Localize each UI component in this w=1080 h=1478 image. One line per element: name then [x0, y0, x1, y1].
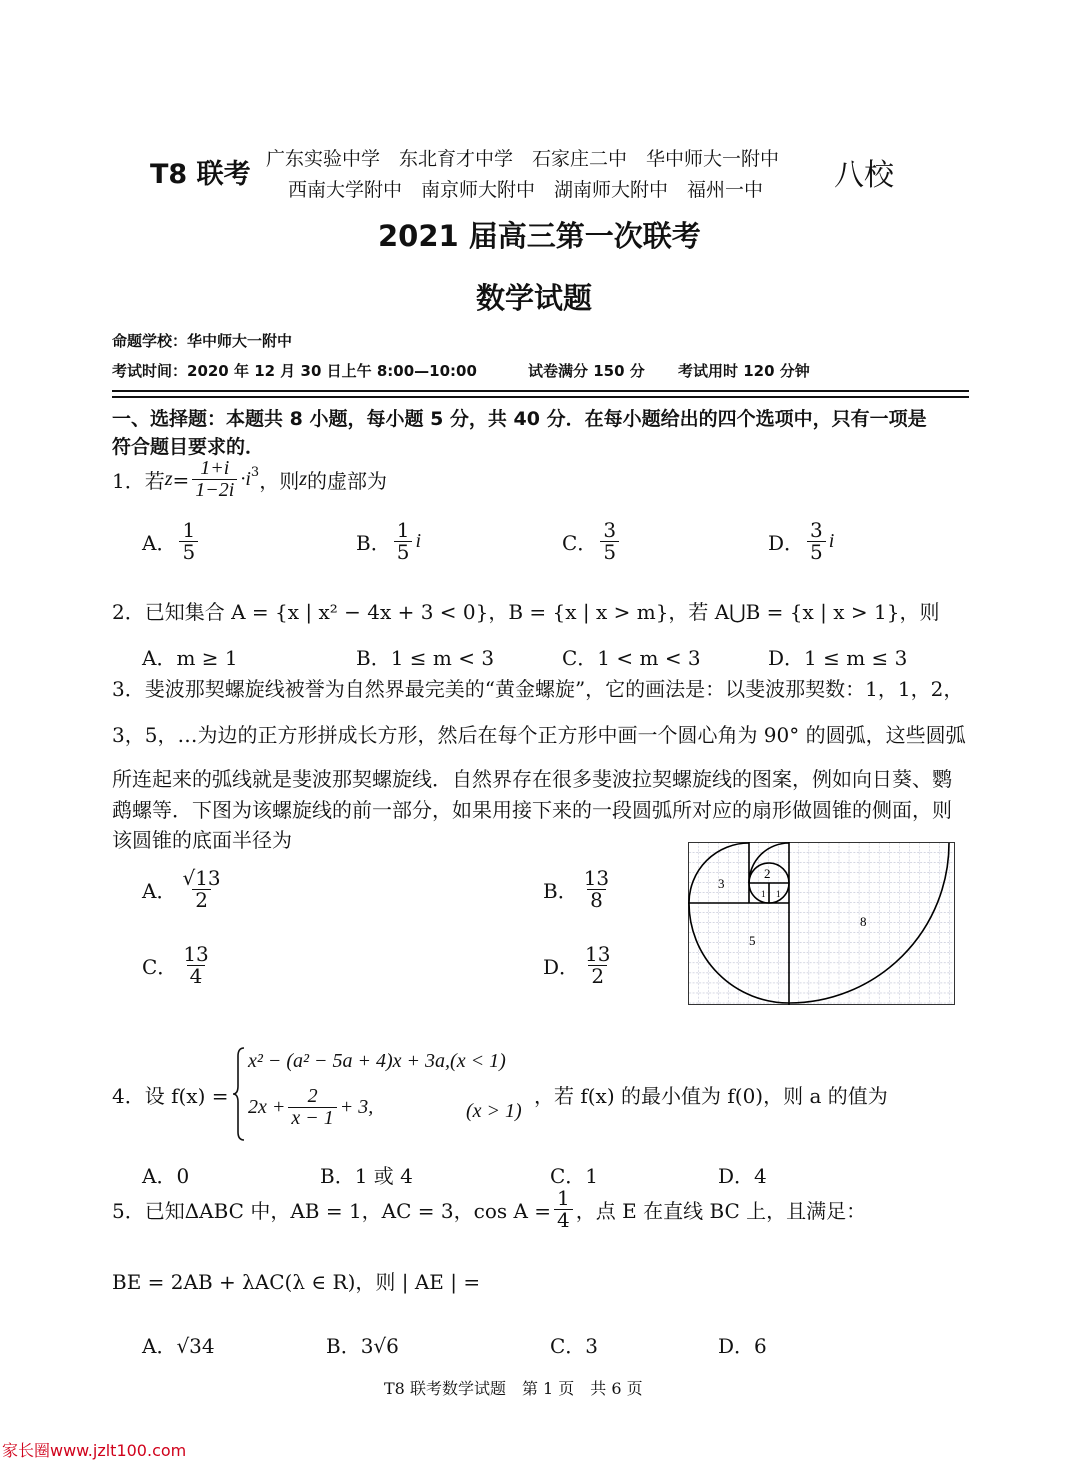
fig-label-1b: 1 [776, 889, 781, 899]
option-num: 13 [583, 866, 610, 890]
q1-option-d[interactable] [768, 520, 834, 563]
option-label: B． [543, 879, 578, 903]
q5-option-b[interactable]: B．3√6 [326, 1334, 399, 1358]
q1-post: ，则 [259, 469, 300, 493]
option-den: 5 [600, 541, 619, 563]
option-num: 3 [603, 518, 617, 542]
section-heading-line1: 一、选择题：本题共 8 小题，每小题 5 分，共 40 分．在每小题给出的四个选项中，只有一项是 [112, 408, 927, 430]
q5-den: 4 [554, 1209, 573, 1231]
q4-case2-right: + 3, [339, 1096, 374, 1118]
header-rule-1 [112, 390, 969, 392]
q4-case-1: x² − (a² − 5a + 4)x + 3a,(x < 1) [248, 1050, 506, 1072]
q2-option-b[interactable]: B．1 ≤ m < 3 [356, 646, 495, 670]
q5-option-d[interactable]: D．6 [718, 1334, 767, 1358]
subject-title: 数学试题 [476, 281, 593, 315]
header-schools-row1: 广东实验中学 东北育才中学 石家庄二中 华中师大一附中 [266, 148, 780, 170]
option-den: 5 [807, 541, 826, 563]
q4-post: ，若 f(x) 的最小值为 f(0)，则 a 的值为 [534, 1084, 888, 1108]
q3-line-1: 3．斐波那契螺旋线被誉为自然界最完美的“黄金螺旋”，它的画法是：以斐波那契数：1，1，2， [112, 677, 964, 701]
q4-brace [232, 1046, 246, 1142]
header-rule-2 [112, 396, 969, 398]
fig-label-5: 5 [749, 933, 756, 948]
q4-case2-num: 2 [307, 1085, 318, 1107]
q5-pre: 5．已知ΔABC 中，AB = 1，AC = 3，cos A = [112, 1199, 552, 1223]
exam-title: 2021 届高三第一次联考 [378, 219, 701, 253]
q1-fraction [192, 458, 237, 501]
header-t8: T8 联考 [150, 159, 251, 190]
full-score: 试卷满分 150 分 [528, 362, 645, 380]
option-label: B． [356, 531, 391, 555]
q1-numerator: 1+i [200, 457, 230, 479]
q1-option-a[interactable] [142, 520, 201, 563]
q2-option-d[interactable]: D．1 ≤ m ≤ 3 [768, 646, 908, 670]
q4-option-d[interactable]: D．4 [718, 1164, 767, 1188]
q2-option-c[interactable]: C．1 < m < 3 [562, 646, 701, 670]
q4-case-2-condition: (x > 1) [466, 1100, 522, 1122]
q1-denominator: 1−2i [192, 479, 237, 501]
option-suffix: i [828, 530, 835, 552]
option-num: 1 [396, 518, 410, 542]
q3-line-4: 鹉螺等．下图为该螺旋线的前一部分，如果用接下来的一段圆弧所对应的扇形做圆锥的侧面，则 [112, 798, 952, 822]
q3-line-3: 所连起来的弧线就是斐波那契螺旋线．自然界存在很多斐波拉契螺旋线的图案，例如向日葵、鹦 [112, 767, 952, 791]
header-schools-row2: 西南大学附中 南京师大附中 湖南师大附中 福州一中 [288, 179, 764, 201]
exam-time: 考试时间：2020 年 12 月 30 日上午 8:00—10:00 [112, 362, 477, 380]
fig-label-8: 8 [860, 914, 867, 929]
option-num: 1 [182, 518, 196, 542]
setter-school: 命题学校：华中师大一附中 [112, 332, 293, 350]
q4-option-c[interactable]: C．1 [550, 1164, 599, 1188]
option-num: 3 [810, 518, 823, 542]
fig-label-3: 3 [718, 876, 725, 891]
question-5 [112, 1188, 866, 1231]
watermark-link[interactable]: 家长圈www.jzlt100.com [2, 1441, 187, 1460]
option-label: D． [543, 955, 580, 979]
q3-option-d[interactable] [543, 944, 617, 987]
q4-option-b[interactable]: B．1 或 4 [320, 1164, 413, 1188]
exam-duration: 考试用时 120 分钟 [678, 362, 810, 380]
option-label: C． [142, 955, 178, 979]
q3-option-b[interactable] [543, 868, 615, 911]
question-2: 2．已知集合 A = {x | x² − 4x + 3 < 0}，B = {x | x > m}，若 A⋃B = {x | x > 1}，则 [112, 600, 940, 624]
option-label: A． [142, 879, 177, 903]
fig-label-2: 2 [764, 866, 771, 881]
option-label: C． [562, 531, 598, 555]
page-footer: T8 联考数学试题 第 1 页 共 6 页 [384, 1379, 643, 1398]
q1-post2: 的虚部为 [307, 469, 387, 493]
option-label: A． [142, 531, 177, 555]
section-heading-line2: 符合题目要求的． [112, 436, 265, 458]
q4-case-2 [248, 1086, 373, 1129]
q5-post: ，点 E 在直线 BC 上，且满足： [575, 1199, 867, 1223]
q3-option-c[interactable] [142, 944, 215, 987]
q5-option-a[interactable]: A．√34 [142, 1334, 215, 1358]
q1-prefix: 1．若 [112, 469, 165, 493]
q4-case2-den: x − 1 [288, 1107, 336, 1129]
question-1 [112, 458, 387, 501]
option-den: 5 [394, 541, 413, 563]
option-num: √13 [182, 866, 221, 890]
q4-option-a[interactable]: A．0 [142, 1164, 190, 1188]
option-den: 2 [588, 965, 607, 987]
fibonacci-spiral-figure [688, 842, 956, 1006]
fig-label-1a: 1 [761, 889, 766, 899]
q5-num: 1 [557, 1186, 570, 1210]
q1-z2: z [299, 468, 307, 490]
option-den: 2 [192, 889, 211, 911]
q2-option-a[interactable]: A．m ≥ 1 [142, 646, 238, 670]
q5-line-2: BE = 2AB + λAC(λ ∈ R)，则 | AE | = [112, 1270, 481, 1294]
q4-case2-left: 2x + [248, 1096, 286, 1118]
option-den: 8 [587, 889, 606, 911]
q1-option-c[interactable] [562, 520, 622, 563]
q1-z: z [164, 468, 173, 490]
option-num: 13 [585, 942, 611, 966]
option-suffix: i [415, 530, 421, 552]
q3-line-5: 该圆锥的底面半径为 [112, 828, 292, 852]
q5-option-c[interactable]: C．3 [550, 1334, 599, 1358]
q1-equals: = [172, 467, 190, 492]
q1-i-power: ·i [240, 468, 251, 490]
q3-line-2: 3，5，…为边的正方形拼成长方形，然后在每个正方形中画一个圆心角为 90° 的圆弧，这些圆弧 [112, 723, 966, 747]
header-eight-schools: 八校 [834, 158, 894, 193]
option-num: 13 [183, 942, 209, 966]
q3-option-a[interactable] [142, 868, 227, 911]
q1-option-b[interactable] [356, 520, 421, 563]
option-label: D． [768, 531, 805, 555]
option-den: 4 [187, 965, 206, 987]
option-den: 5 [179, 541, 198, 563]
q4-prefix: 4．设 f(x) = [112, 1084, 229, 1108]
q1-exponent: 3 [250, 465, 260, 480]
